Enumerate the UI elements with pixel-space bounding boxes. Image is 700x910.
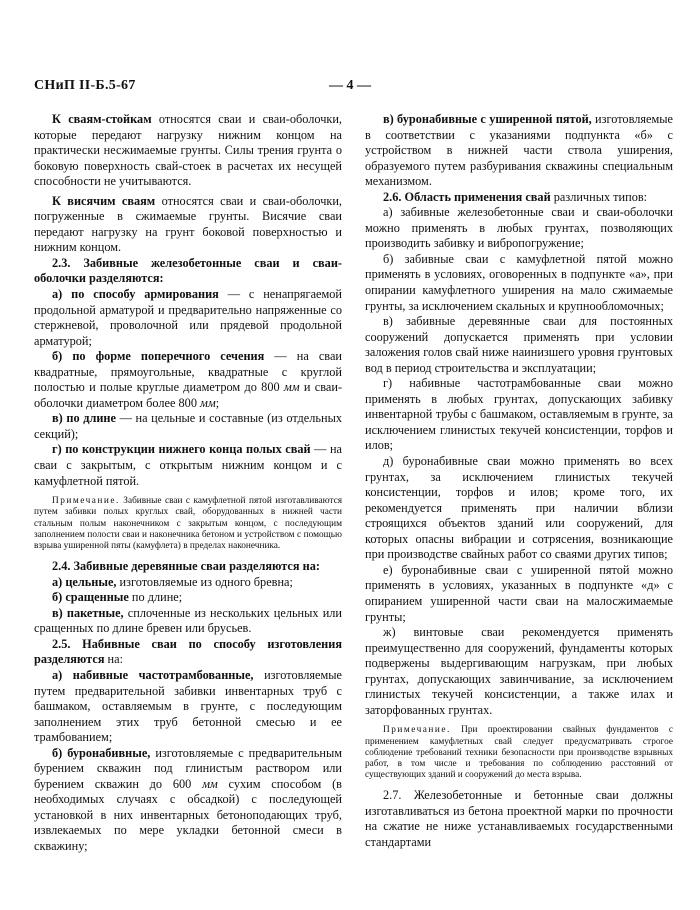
section-2-5-heading: 2.5. Набивные сваи по способу изготовления разделяются на: xyxy=(34,636,342,667)
usage-item-v: в) забивные деревянные сваи для постоянных сооружений допускается применять при условии заложения голов свай ниже наинизшего уровня грунтовых вод в период строительства и эксплуатации; xyxy=(365,314,673,375)
usage-item-g: г) набивные частотрамбованные сваи можно применять в любых грунтах, допускающих забивку инвентарной трубы с башмаком, оставляемым в грунте, за исключением глинистых текучей консистенции, торфов и илов; xyxy=(365,376,673,453)
usage-item-a: а) забивные железобетонные сваи и сваи-оболочки можно применять в любых грунтах, позволяющих производить забивку и вибропогружение; xyxy=(365,205,673,251)
note-safety: Примечание. При проектировании свайных фундаментов с применением камуфлетных свай следует предусматривать строгое соблюдение требований техники безопасности при производстве взрывных работ, в том числе и требования по соблюдению расстояний от существующих зданий и сооружений до места взрыва. xyxy=(365,725,673,781)
item-cross-section: б) по форме поперечного сечения — на сваи квадратные, прямоугольные, квадратные с круглой полостью и полые круглые диаметром до 800 мм и сваи-оболочки диаметром более 800 мм; xyxy=(34,349,342,410)
item-bored-widened-base: в) буронабивные с уширенной пятой, изготовляемые в соответствии с указаниями подпункта «б» с устройством в нижней части ствола уширения, образуемого путем разбуривания скважины специальным механизмом. xyxy=(365,112,673,189)
section-2-6-heading: 2.6. Область применения свай различных типов: xyxy=(383,189,648,204)
item-reinforcement: а) по способу армирования — с ненапрягаемой продольной арматурой и предварительно напряженные со стержневой, проволочной или прядевой продольной арматурой; xyxy=(34,287,342,348)
left-column xyxy=(34,112,342,855)
item-spliced-wood: б) сращенные по длине; xyxy=(52,590,183,605)
item-rammed-cast: а) набивные частотрамбованные, изготовляемые путем предварительной забивки инвентарных труб с башмаком, оставляемым в грунте, с последующим заполнением этих труб бетонной смесью и ее трамбованием; xyxy=(34,667,342,745)
item-packet-wood: в) пакетные, сплоченные из нескольких цельных или сращенных по длине бревен или брусьев. xyxy=(34,605,343,636)
usage-item-d: д) буронабивные сваи можно применять во всех грунтах, за исключением глинистых текучей консистенции, торфов и илов; кроме того, их рекомендуется применять при наличии вблизи строящихся объектов зданий или сооружений, для которых опасны вибрации и сотрясения, возникающие при производстве свайных работ со сваями других типов; xyxy=(365,454,673,562)
usage-item-b: б) забивные сваи с камуфлетной пятой можно применять в условиях, оговоренных в подпункте «а», при опирании камуфлетного уширения на мало сжимаемые грунты, за исключением скальных и крупнообломочных; xyxy=(365,251,673,313)
item-length: в) по длине — на цельные и составные (из отдельных секций); xyxy=(34,411,342,441)
section-2-4-heading: 2.4. Забивные деревянные сваи разделяются на: xyxy=(52,559,320,574)
paragraph-friction-piles: К висячим сваям относятся сваи и сваи-оболочки, погруженные в сжимаемые грунты. Висячие сваи передают нагрузку на грунт боковой поверхностью и нижним концом. xyxy=(34,193,343,255)
section-2-7-paragraph: 2.7. Железобетонные и бетонные сваи должны изготавливаться из бетона проектной марки по прочности на сжатие не ниже устанавливаемых государственными стандартами xyxy=(365,788,673,849)
page-number: — 4 — xyxy=(329,78,371,93)
right-column xyxy=(365,112,673,851)
note-camouflet-piles: Примечание. Забивные сваи с камуфлетной пятой изготавливаются путем забивки полых круглых свай, оборудованных в нижней части стальным полым наконечником с закрытым концом, с последующим заполнением полости сваи и наконечника бетоном и устройством с помощью взрыва уширенной пяты (камуфлета) в пределах наконечника. xyxy=(34,496,342,551)
item-lower-end: г) по конструкции нижнего конца полых свай — на сваи с закрытым, с открытым нижним концом и с камуфлетной пятой. xyxy=(34,442,342,488)
section-2-3-heading: 2.3. Забивные железобетонные сваи и сваи-оболочки разделяются: xyxy=(34,255,342,286)
document-code: СНиП II-Б.5-67 xyxy=(34,78,136,93)
paragraph-end-bearing-piles: К сваям-стойкам относятся сваи и сваи-оболочки, которые передают нагрузку нижним концом на практически несжимаемые грунты. Силы трения грунта о боковую поверхность свай-стоек в расчетах их несущей способности не учитываются. xyxy=(34,112,343,189)
usage-item-zh: ж) винтовые сваи рекомендуется применять преимущественно для сооружений, фундаменты которых подвержены выдергивающим нагрузкам, при любых грунтах, допускающих завинчивание, за исключением глинистых текучей консистенции, а также илах и заторфованных грунтах. xyxy=(365,625,673,717)
item-bored-cast: б) буронабивные, изготовляемые с предварительным бурением скважин под глинистым раствором или бурением скважин до 600 мм сухим способом (в необходимых случаях с обсадкой) с последующей установкой в них инвентарных бетоноподающих труб, извлекаемых по мере укладки бетонной смеси в скважину; xyxy=(34,745,342,853)
usage-item-e: е) буронабивные сваи с уширенной пятой можно применять в условиях, указанных в подпункте «д» с опиранием уширенной части сваи на малосжимаемые грунты; xyxy=(365,562,673,624)
item-solid-wood: а) цельные, изготовляемые из одного бревна; xyxy=(52,574,293,589)
